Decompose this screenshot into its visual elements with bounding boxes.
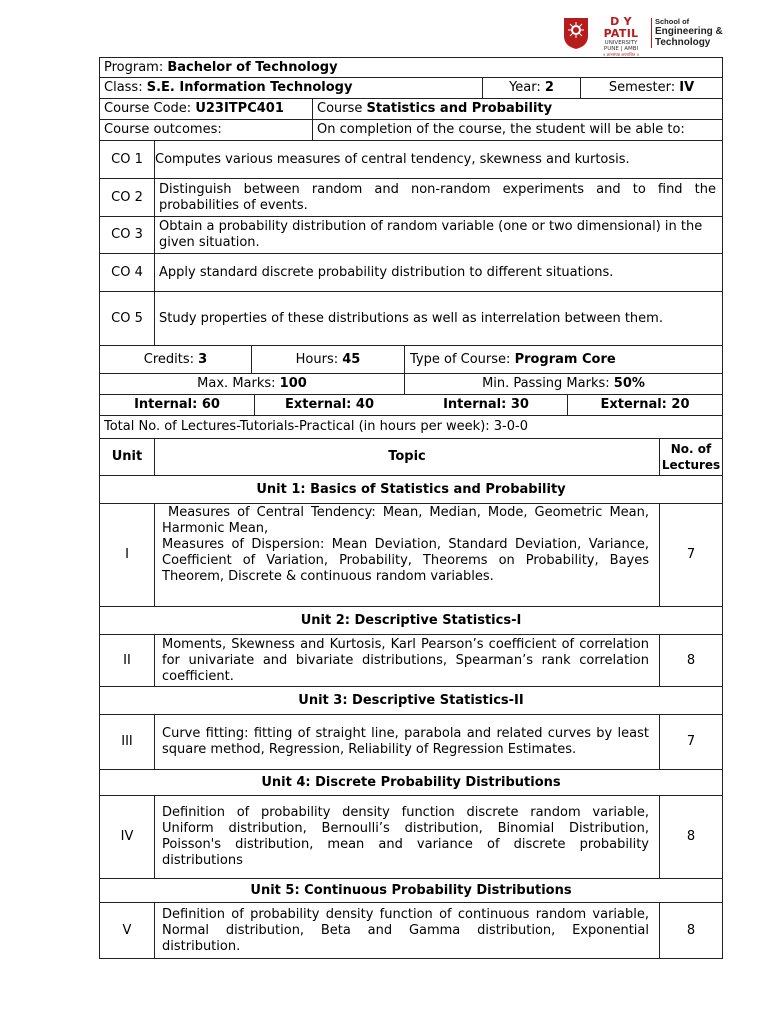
lectures-per-week: Total No. of Lectures-Tutorials-Practical (in hours per week): 3-0-0 xyxy=(104,419,528,434)
max-marks-cell xyxy=(100,374,404,394)
unit-topic: Definition of probability density function discrete random variable, Uniform distribution, Bernoulli’s distribution, Binomial Distribution, Poisson's distribution, mean and variance of discrete probability distributions xyxy=(162,805,649,868)
min-marks-value: 50% xyxy=(613,376,645,391)
external-passing-marks: External: 20 xyxy=(600,397,690,412)
internal-passing-marks: Internal: 30 xyxy=(443,397,529,412)
lectures-column-header: No. of Lectures xyxy=(661,442,721,472)
school-name xyxy=(655,17,723,48)
credits-value: 3 xyxy=(198,351,208,367)
unit-topic: Moments, Skewness and Kurtosis, Karl Pearson’s coefficient of correlation for univariate and bivariate distributions, Spearman’s rank correlation coefficient. xyxy=(162,636,649,684)
unit-lectures: 8 xyxy=(686,652,696,668)
course-name-cell xyxy=(317,99,717,119)
class-value: S.E. Information Technology xyxy=(146,80,353,95)
co-text: Study properties of these distributions as well as interrelation between them. xyxy=(159,310,663,326)
unit-number: II xyxy=(123,652,131,668)
co-id: CO 3 xyxy=(111,227,143,242)
unit-title: Unit 4: Discrete Probability Distributions xyxy=(261,774,561,790)
min-marks-cell xyxy=(405,374,722,394)
course-outcomes-intro: On completion of the course, the student will be able to: xyxy=(317,122,685,137)
unit-lectures: 8 xyxy=(686,829,696,844)
unit-number: IV xyxy=(120,829,134,844)
unit-title: Unit 3: Descriptive Statistics-II xyxy=(298,692,524,708)
co-id: CO 1 xyxy=(111,151,143,167)
unit-title: Unit 1: Basics of Statistics and Probability xyxy=(256,481,566,497)
co-text: Distinguish between random and non-random experiments and to find the probabilities of events. xyxy=(159,181,716,213)
course-code-label: Course Code: xyxy=(104,101,192,116)
unit-number: I xyxy=(125,547,129,562)
co-text: Computes various measures of central tendency, skewness and kurtosis. xyxy=(155,151,630,167)
credits-label: Credits: xyxy=(143,351,195,367)
program-label: Program: xyxy=(104,59,164,75)
course-name-label: Course xyxy=(317,101,363,116)
unit-title: Unit 5: Continuous Probability Distributions xyxy=(250,882,572,898)
external-marks-theory: External: 40 xyxy=(284,397,374,412)
program-row xyxy=(104,58,714,77)
unit-topic-part-1: Measures of Central Tendency: Mean, Median, Mode, Geometric Mean, Harmonic Mean, xyxy=(162,505,649,536)
hours-value: 45 xyxy=(342,351,361,367)
co-text: Apply standard discrete probability distribution to different situations. xyxy=(159,264,614,280)
course-code-cell xyxy=(104,99,310,119)
hours-cell xyxy=(252,346,404,373)
unit-column-header: Unit xyxy=(111,449,143,464)
course-outcomes-label: Course outcomes: xyxy=(104,122,222,137)
course-name-value: Statistics and Probability xyxy=(366,101,553,116)
logo-divider xyxy=(651,18,652,48)
unit-topic: Curve fitting: fitting of straight line, parabola and related curves by least square method, Regression, Reliability of Regression Estimates. xyxy=(162,726,649,757)
min-marks-label: Min. Passing Marks: xyxy=(482,376,610,391)
unit-lectures: 8 xyxy=(686,922,696,938)
year-cell xyxy=(483,78,580,98)
co-text: Obtain a probability distribution of random variable (one or two dimensional) in the given situation. xyxy=(159,219,703,250)
university-sub: UNIVERSITY xyxy=(604,40,638,46)
co-id: CO 4 xyxy=(111,264,143,280)
unit-number: III xyxy=(121,734,133,749)
unit-number: V xyxy=(122,922,132,938)
year-label: Year: xyxy=(509,80,541,95)
unit-lectures: 7 xyxy=(686,734,696,749)
year-value: 2 xyxy=(544,80,554,95)
university-logo xyxy=(562,14,732,57)
class-label: Class: xyxy=(104,80,143,95)
co-id: CO 2 xyxy=(111,189,143,205)
unit-title: Unit 2: Descriptive Statistics-I xyxy=(300,612,522,628)
school-line-1: School of xyxy=(655,17,690,26)
internal-marks-theory: Internal: 60 xyxy=(134,397,220,412)
university-motto: ॥ ज्ञानसंपन्न अपराजित ॥ xyxy=(603,52,639,57)
semester-label: Semester: xyxy=(608,80,676,95)
unit-lectures: 7 xyxy=(686,547,696,562)
credits-cell xyxy=(100,346,251,373)
unit-topic xyxy=(162,505,649,605)
course-type-cell xyxy=(410,346,720,373)
max-marks-label: Max. Marks: xyxy=(197,376,276,391)
university-shield-icon xyxy=(562,16,590,50)
university-name: D Y PATIL xyxy=(603,15,639,40)
program-value: Bachelor of Technology xyxy=(167,59,338,75)
course-code-value: U23ITPC401 xyxy=(195,101,284,116)
topic-column-header: Topic xyxy=(388,449,426,464)
max-marks-value: 100 xyxy=(279,376,307,391)
course-type-label: Type of Course: xyxy=(410,351,511,367)
semester-value: IV xyxy=(679,80,695,95)
hours-label: Hours: xyxy=(295,351,339,367)
university-place: PUNE | AMBI xyxy=(603,46,639,52)
unit-topic-part-2: Measures of Dispersion: Mean Deviation, Standard Deviation, Variance, Coefficient of Variation, Probability, Theorems on Probability, Bayes Theorem, Discrete & continuous random variables. xyxy=(162,537,649,584)
class-cell xyxy=(104,78,480,98)
semester-cell xyxy=(581,78,722,98)
co-id: CO 5 xyxy=(111,310,143,326)
school-line-3: Technology xyxy=(655,37,711,48)
course-type-value: Program Core xyxy=(514,351,616,367)
unit-topic: Definition of probability density function of continuous random variable, Normal distribution, Beta and Gamma distribution, Exponential distribution. xyxy=(162,906,649,954)
university-wordmark xyxy=(593,16,649,58)
school-line-2: Engineering & xyxy=(655,26,723,37)
